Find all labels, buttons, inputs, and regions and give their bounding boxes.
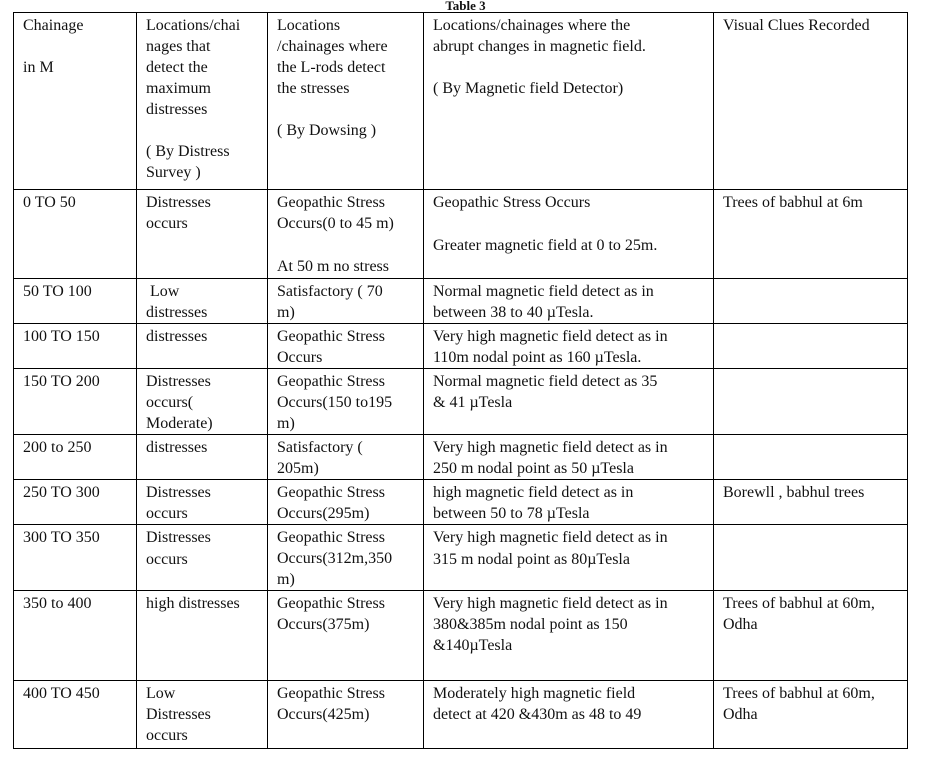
table-row [14,369,908,435]
table-row [14,591,908,681]
visual-cell [714,369,908,435]
dowsing-cell: Satisfactory ( 70 m) [268,279,424,324]
chainage-cell: 400 TO 450 [14,681,137,749]
table-row [14,681,908,749]
header-visual-clues: Visual Clues Recorded [714,13,908,190]
chainage-cell: 350 to 400 [14,591,137,681]
distress-cell: Low distresses [137,279,268,324]
dowsing-cell: Geopathic Stress Occurs(295m) [268,480,424,525]
dowsing-cell: Satisfactory ( 205m) [268,435,424,480]
distress-cell: distresses [137,435,268,480]
table-row [14,435,908,480]
chainage-cell: 0 TO 50 [14,190,137,279]
visual-cell: Trees of babhul at 60m, Odha [714,681,908,749]
magnetic-cell: Very high magnetic field detect as in 380&385m nodal point as 150 &140µTesla [424,591,714,681]
visual-cell [714,324,908,369]
chainage-table [13,12,908,749]
distress-cell: high distresses [137,591,268,681]
magnetic-cell: Very high magnetic field detect as in 315 m nodal point as 80µTesla [424,525,714,591]
dowsing-cell: Geopathic Stress Occurs(425m) [268,681,424,749]
chainage-cell: 300 TO 350 [14,525,137,591]
magnetic-cell: Moderately high magnetic field detect at 420 &430m as 48 to 49 [424,681,714,749]
visual-cell: Trees of babhul at 60m, Odha [714,591,908,681]
magnetic-cell: Very high magnetic field detect as in 110m nodal point as 160 µTesla. [424,324,714,369]
distress-cell: Distresses occurs( Moderate) [137,369,268,435]
dowsing-cell: Geopathic Stress Occurs [268,324,424,369]
magnetic-cell: Normal magnetic field detect as 35 & 41 µTesla [424,369,714,435]
chainage-cell: 200 to 250 [14,435,137,480]
distress-cell: Distresses occurs [137,190,268,279]
magnetic-cell: high magnetic field detect as in between 50 to 78 µTesla [424,480,714,525]
chainage-cell: 150 TO 200 [14,369,137,435]
magnetic-cell: Very high magnetic field detect as in 250 m nodal point as 50 µTesla [424,435,714,480]
table-row [14,324,908,369]
chainage-cell: 100 TO 150 [14,324,137,369]
table-row [14,279,908,324]
visual-cell: Trees of babhul at 6m [714,190,908,279]
distress-cell: Distresses occurs [137,480,268,525]
header-row [14,13,908,190]
chainage-cell: 250 TO 300 [14,480,137,525]
distress-cell: distresses [137,324,268,369]
visual-cell [714,435,908,480]
table-row [14,190,908,279]
header-chainage: Chainage in M [14,13,137,190]
table-row [14,480,908,525]
dowsing-cell: Geopathic Stress Occurs(150 to195 m) [268,369,424,435]
distress-cell: Distresses occurs [137,525,268,591]
dowsing-cell: Geopathic Stress Occurs(0 to 45 m) At 50 m no stress [268,190,424,279]
distress-cell: Low Distresses occurs [137,681,268,749]
magnetic-cell: Geopathic Stress Occurs Greater magnetic field at 0 to 25m. [424,190,714,279]
visual-cell: Borewll , babhul trees [714,480,908,525]
chainage-cell: 50 TO 100 [14,279,137,324]
header-magnetic-locations: Locations/chainages where the abrupt changes in magnetic field. ( By Magnetic field Detector) [424,13,714,190]
visual-cell [714,525,908,591]
dowsing-cell: Geopathic Stress Occurs(375m) [268,591,424,681]
table-caption: Table 3 [445,0,486,13]
header-distress-locations: Locations/chai nages that detect the maximum distresses ( By Distress Survey ) [137,13,268,190]
table-row [14,525,908,591]
magnetic-cell: Normal magnetic field detect as in between 38 to 40 µTesla. [424,279,714,324]
visual-cell [714,279,908,324]
dowsing-cell: Geopathic Stress Occurs(312m,350 m) [268,525,424,591]
header-dowsing-locations: Locations /chainages where the L-rods detect the stresses ( By Dowsing ) [268,13,424,190]
